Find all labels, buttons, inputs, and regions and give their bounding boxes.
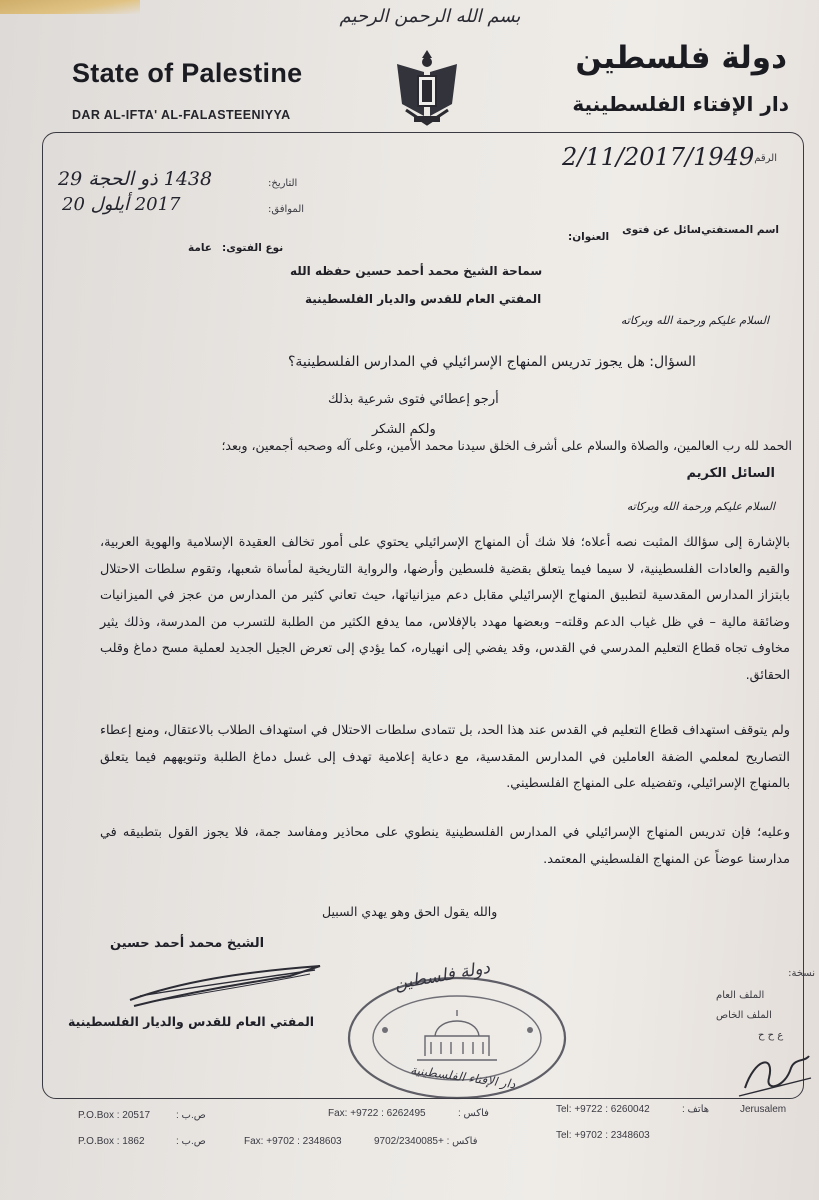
applicant-label: اسم المستفتي: — [696, 224, 779, 236]
addressee-title: المفتي العام للقدس والديار الفلسطينية — [305, 292, 542, 306]
footer-fax-2: Fax: +9702 : 2348603 — [244, 1136, 342, 1147]
ref-label: الرقم — [754, 153, 777, 164]
footer-city: Jerusalem — [740, 1104, 787, 1115]
answer-salutation: السائل الكريم — [686, 466, 775, 481]
initials-scribble-icon — [735, 1048, 815, 1100]
ref-value: 2/11/2017/1949 — [562, 143, 755, 171]
copies-general-file: الملف العام — [716, 990, 765, 1001]
applicant-value: سائل عن فتوى — [622, 224, 701, 236]
footer-pobox-1-ar: ص.ب : — [176, 1110, 206, 1121]
footer-pobox-2: P.O.Box : 1862 — [78, 1136, 145, 1147]
paper-corner — [0, 0, 140, 14]
english-title: State of Palestine — [72, 58, 303, 88]
footer-tel-1-ar: هاتف : — [682, 1104, 710, 1115]
eagle-emblem-icon — [392, 46, 462, 128]
copies-label: نسخة: — [788, 968, 815, 979]
answer-paragraph-2: ولم يتوقف استهداف قطاع التعليم في القدس عند هذا الحد، بل تتمادى سلطات الاحتلال في استهداف الطلاب بالاعتقال، ومنع إعطاء التصاريح لمعلمي الضفة العاملين في المدارس المقدسية، مع دعاية إعلامية تهدف إلى غسل دماغ الطلبة وتنويههم فيما يتعلق بالمنهاج الإسرائيلي، وتفضيله على المنهاج الفلسطيني. — [100, 723, 790, 791]
fatwa-type-label: نوع الفتوى: — [222, 242, 284, 254]
footer-pobox-1: P.O.Box : 20517 — [78, 1110, 151, 1121]
arabic-subtitle: دار الإفتاء الفلسطينية — [572, 92, 789, 116]
footer-fax-2-ar: فاكس : +9702/2340085 — [374, 1136, 478, 1147]
question-greeting: السلام عليكم ورحمة الله وبركاته — [620, 314, 769, 327]
answer-paragraph-3: وعليه؛ فإن تدريس المنهاج الإسرائيلي في المدارس الفلسطينية ينطوي على محاذير ومفاسد جمة، فلا يجوز القول بتطبيقه في مدارسنا عوضاً عن المنهاج الفلسطيني المعتمد. — [100, 825, 790, 867]
corresponding-label: الموافق: — [268, 204, 305, 215]
answer-greeting: السلام عليكم ورحمة الله وبركاته — [626, 500, 775, 513]
basmala: بسم الله الرحمن الرحيم — [339, 6, 521, 27]
arabic-title: دولة فلسطين — [575, 40, 787, 76]
fatwa-type-value: عامة — [188, 242, 212, 254]
stamp-bottom-text: دار الإفتاء الفلسطينية — [409, 1062, 517, 1092]
address-label: العنوان: — [568, 231, 610, 243]
question-request: أرجو إعطائي فتوى شرعية بذلك — [328, 392, 499, 407]
footer-fax-1: Fax: +9722 : 6262495 — [328, 1108, 426, 1119]
footer-tel-2: Tel: +9702 : 2348603 — [556, 1130, 650, 1141]
answer-praise: الحمد لله رب العالمين، والصلاة والسلام على أشرف الخلق سيدنا محمد الأمين، وعلى آله وصحبه أجمعين، وبعد؛ — [221, 438, 792, 453]
question-thanks: ولكم الشكر — [372, 422, 436, 437]
signatory-title: المفتي العام للقدس والديار الفلسطينية — [68, 1014, 315, 1029]
signatory-name: الشيخ محمد أحمد حسين — [110, 936, 265, 951]
footer-pobox-2-ar: ص.ب : — [176, 1136, 206, 1147]
answer-paragraph-1: بالإشارة إلى سؤالك المثبت نصه أعلاه؛ فلا شك أن المنهاج الإسرائيلي يحتوي على أمور تخالف العقيدة الإسلامية والهوية العربية، والقيم والعادات الفلسطينية، لا سيما فيما يتعلق بقضية فلسطين وأرضها، والرواية التاريخية لمأساة شعبها، وتقوم سلطات الاحتلال بابتزاز المدارس المقدسية لتطبيق المنهاج الإسرائيلي مقابل دعم ميزانياتها، حيث تعاني كثير من المدارس من عجز في الميزانيات وضائقة مالية – في ظل غياب الدعم وقلته– وبعضها مهدد بالإفلاس، مما يدفع الكثير من الطلبة للتسرب من المدرسة، وذلك يثير مخاوف تجاه قطاع التعليم المدرسي في القدس، وقد يفضي إلى انهياره، كما يؤدي إلى تعرض الجيل الجديد لعملية مسح دماغ وقلب الحقائق. — [100, 535, 790, 683]
date-hijri: 1438 ذو الحجة 29 — [58, 168, 213, 190]
date-gregorian: 2017 أيلول 20 — [62, 194, 181, 215]
question-text: السؤال: هل يجوز تدريس المنهاج الإسرائيلي في المدارس الفلسطينية؟ — [288, 354, 696, 370]
copies-initials: ع ح ح — [758, 1030, 784, 1041]
answer-closing: والله يقول الحق وهو يهدي السبيل — [322, 904, 498, 919]
addressee-name: سماحة الشيخ محمد أحمد حسين حفظه الله — [290, 264, 543, 278]
copies-private-file: الملف الخاص — [716, 1010, 772, 1021]
signature-scribble-icon — [120, 962, 330, 1012]
footer-tel-1: Tel: +9722 : 6260042 — [556, 1104, 650, 1115]
footer-fax-1-ar: فاكس : — [458, 1108, 489, 1119]
english-subtitle: DAR AL-IFTA' AL-FALASTEENIYYA — [72, 108, 291, 122]
stamp-top-text: دولة فلسطين — [392, 957, 492, 995]
date-label: التاريخ: — [268, 178, 298, 189]
